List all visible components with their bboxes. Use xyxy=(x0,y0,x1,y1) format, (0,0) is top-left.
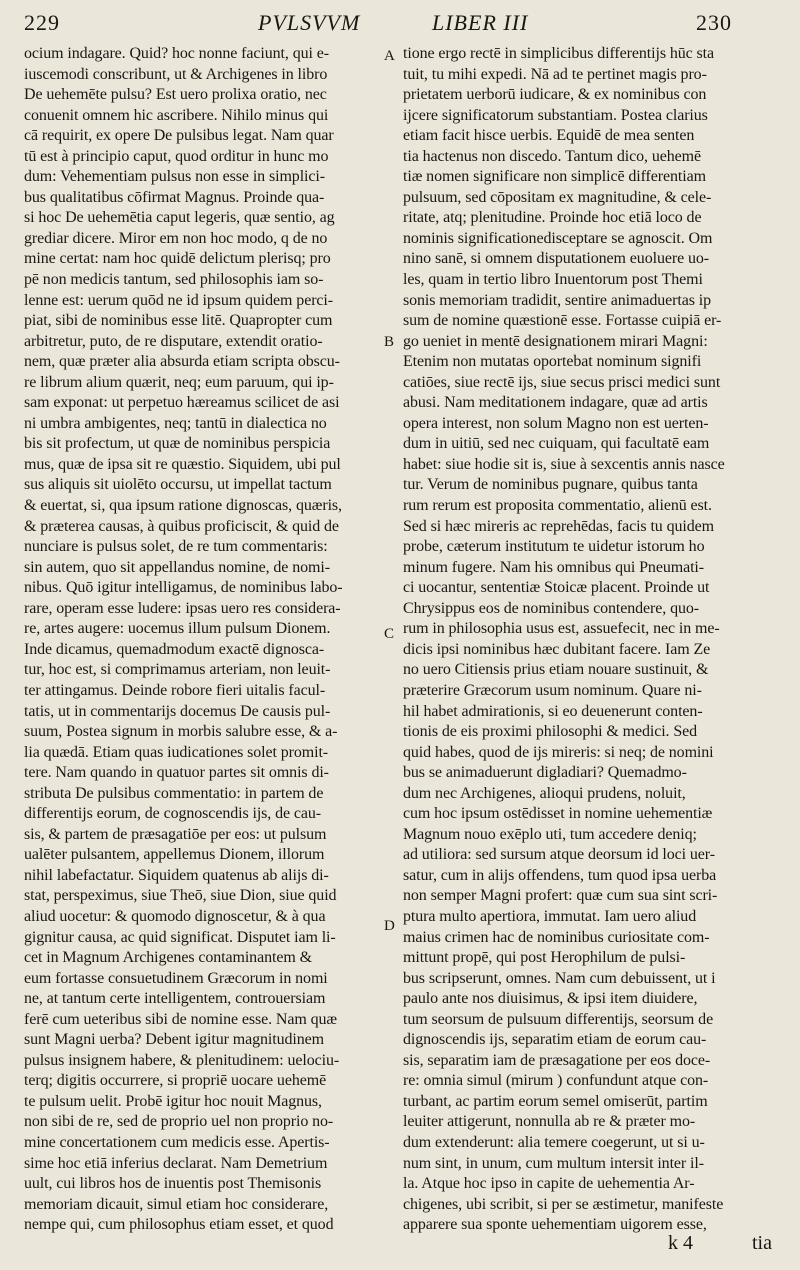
text-line: opera interest, non solum Magno non est uerten- xyxy=(403,414,709,432)
margin-letter: B xyxy=(384,334,395,350)
text-line: mittunt propē, qui post Herophilum de pulsi- xyxy=(403,949,686,967)
text-line: turbant, ac partim eorum semel omiserūt, partim xyxy=(403,1092,708,1110)
text-line: dum extenderunt: alia temere coegerunt, ut si u- xyxy=(403,1133,705,1151)
text-line: tur, hoc est, si comprimamus arteriam, non leuit- xyxy=(24,661,331,679)
text-line: rare, operam esse ludere: ipsas uero res considera- xyxy=(24,599,341,617)
text-line: num sint, in unum, cum multum intersit inter il- xyxy=(403,1154,704,1172)
text-line: apparere sua sponte uehementiam uigorem esse, xyxy=(403,1216,707,1234)
text-line: differentijs eorum, de cognoscendis ijs, de cau- xyxy=(24,805,322,823)
text-line: piat, sibi de nominibus esse litē. Quapropter cum xyxy=(24,312,333,330)
text-line: Chrysippus eos de nominibus contendere, quo- xyxy=(403,599,699,617)
text-line: mine certat: nam hoc quidē delictum plerisq; pro xyxy=(24,250,331,268)
text-line: etiam facit hisce uerbis. Equidē de mea senten xyxy=(403,127,695,145)
text-line: sin autem, quo sit appellandus nomine, de nomi- xyxy=(24,558,330,576)
text-line: dignoscendis ijs, separatim etiam de eorum cau- xyxy=(403,1031,707,1049)
text-line: suum, Postea signum in morbis salubre esse, & a- xyxy=(24,723,338,741)
catchword: tia xyxy=(752,1232,772,1254)
text-line: ptura multo apertiora, immutat. Iam uero aliud xyxy=(403,907,697,925)
text-line: conuenit omnem hic ascribere. Nihilo minus qui xyxy=(24,106,329,124)
text-line: dum in uitiū, sed nec cuiquam, qui facultatē eam xyxy=(403,435,710,453)
text-line: quid habes, quod de ijs mireris: si neq; de nomini xyxy=(403,743,714,761)
text-line: ocium indagare. Quid? hoc nonne faciunt, qui e- xyxy=(24,45,329,62)
text-line: tū est à principio caput, quod orditur in hunc mo xyxy=(24,147,329,165)
text-line: Etenim non mutatas oportebat nominum signifi xyxy=(403,353,702,371)
text-line: memoriam dicauit, simul etiam hoc considerare, xyxy=(24,1195,329,1213)
text-line: ne, at tantum certe intelligentem, controuersiam xyxy=(24,990,326,1008)
text-line: nibus. Quō igitur intelligamus, de nominibus labo- xyxy=(24,579,343,597)
margin-letter: A xyxy=(384,48,395,64)
text-line: tatis, ut in commentarijs docemus De causis pul- xyxy=(24,702,331,720)
text-line: minum fugere. Nam his omnibus qui Pneumati- xyxy=(403,558,704,576)
text-line: sunt Magni uerba? Debent igitur magnitudinem xyxy=(24,1031,324,1049)
text-line: sus aliquis sit uiolēto occursu, ut impellat tactum xyxy=(24,476,332,494)
text-line: ter attingamus. Deinde robore fieri uitalis facul- xyxy=(24,681,326,699)
text-line: & euertat, si, qua ipsum ratione dignoscas, quæris, xyxy=(24,497,342,515)
text-line: rum in philosophia usus est, assuefecit, nec in me- xyxy=(403,620,720,638)
text-line: Magnum nouo exēplo uti, tum accedere deniq; xyxy=(403,825,697,843)
text-line: nempe qui, cum philosophus etiam esset, et quod xyxy=(24,1216,334,1234)
text-line: iuscemodi conscribunt, ut & Archigenes in libro xyxy=(24,65,328,83)
text-line: tere. Nam quando in quatuor partes sit omnis di- xyxy=(24,764,329,782)
text-line: la. Atque hoc ipso in capite de uehementia Ar- xyxy=(403,1175,695,1193)
text-line: lia quædā. Etiam quas iudicationes solet promit- xyxy=(24,743,329,761)
text-line: nunciare is pulsus solet, de re tum commentaris: xyxy=(24,538,328,556)
text-line: tia hactenus non discedo. Tantum dico, uehemē xyxy=(403,147,702,165)
text-line: hil habet admirationis, si eo deuenerunt conten- xyxy=(403,702,703,720)
text-line: catiōes, siue rectē ijs, siue secus prisci medici sunt xyxy=(403,373,721,391)
text-line: cet in Magnum Archigenes contaminantem & xyxy=(24,949,312,967)
page-number-left: 229 xyxy=(24,10,60,35)
text-line: non sibi de re, sed de proprio uel non proprio no- xyxy=(24,1113,334,1131)
text-line: dum: Vehementiam pulsus non esse in simplici- xyxy=(24,168,325,186)
text-line: sis, & partem de præsagatiōe per eos: ut pulsum xyxy=(24,825,327,843)
text-line: pulsuum, sed cōpositam ex magnitudine, & cele- xyxy=(403,188,712,206)
text-line: rum rerum est proposita commentatio, alienū est. xyxy=(403,497,712,515)
text-line: Inde dicamus, quemadmodum exactē dignosca- xyxy=(24,640,325,658)
text-line: lenne est: uerum quōd ne id ipsum quidem perci- xyxy=(24,291,334,309)
text-line: ni umbra ambigentes, neq; tantū in dialectica no xyxy=(24,414,327,432)
text-line: maius crimen hac de nominibus curiositate com- xyxy=(403,928,710,946)
text-line: non semper Magni profert: quæ cum sua sint scri- xyxy=(403,887,718,905)
text-line: prietatem uerborū iudicare, & ex nominibus con xyxy=(403,86,707,104)
text-line: Sed si hæc mireris ac reprehēdas, facis tu quidem xyxy=(403,517,714,535)
text-line: & præterea causas, à quibus proficiscit, & quid de xyxy=(24,517,339,535)
text-line: tionis de eis proximi philosophi & medici. Sed xyxy=(403,723,698,741)
text-line: sum de nomine quæstionē esse. Fortasse cuipiā er- xyxy=(403,312,722,330)
text-line: les, quam in tertio libro Inuentorum post Themi xyxy=(403,271,703,289)
text-line: nem, quæ præter alia absurda etiam scripta obscu- xyxy=(24,353,340,371)
text-line: go ueniet in mentē designationem mirari Magni: xyxy=(403,332,708,350)
text-line: terq; digitis occurrere, si propriē uocare uehemē xyxy=(24,1072,327,1090)
margin-letter: D xyxy=(384,918,395,934)
text-line: leuiter attigerunt, nonnulla ab re & præter mo- xyxy=(403,1113,696,1131)
text-line: tur. Verum de nominibus pugnare, quibus tanta xyxy=(403,476,698,494)
text-line: sis, separatim iam de præsagatione per eos doce- xyxy=(403,1051,711,1069)
text-line: ci uocantur, sententiæ Stoicæ placent. Proinde ut xyxy=(403,579,710,597)
text-line: si hoc De uehemētia caput legeris, quæ sentio, ag xyxy=(24,209,335,227)
page-footer xyxy=(0,1228,800,1270)
text-line: sam exponat: ut perpetuo hæreamus scilicet de asi xyxy=(24,394,340,412)
text-line: bus se animaduerunt digladiari? Quemadmo- xyxy=(403,764,687,782)
text-line: sime hoc etiā inferius declarat. Nam Demetrium xyxy=(24,1154,328,1172)
text-line: nominis significationedisceptare se agnoscit. Om xyxy=(403,229,713,247)
text-line: mus, quæ de ipsa sit re quæstio. Siquidem, ubi pul xyxy=(24,455,341,473)
text-line: tiæ nomen significare non simplicē differentiam xyxy=(403,168,706,186)
text-line: ad utiliora: sed sursum atque deorsum id loci uer- xyxy=(403,846,715,864)
text-line: abusi. Nam meditationem indagare, quæ ad artis xyxy=(403,394,708,412)
text-line: cā requirit, ex opere De pulsibus legat. Nam quar xyxy=(24,127,334,145)
margin-letter: C xyxy=(384,626,395,642)
text-line: nihil labefactatur. Siquidem quatenus ab alijs di- xyxy=(24,866,329,884)
text-line: nino sanē, si omnem disputationem euoluere uo- xyxy=(403,250,710,268)
text-line: sonis memoriam tradidit, sentire animaduertas ip xyxy=(403,291,712,309)
text-line: ijcere significatorum substantiam. Postea clarius xyxy=(403,106,708,124)
text-line: pē non medicis tantum, sed philosophis iam so- xyxy=(24,271,324,289)
text-line: eum fortasse consuetudinem Græcorum in nomi xyxy=(24,969,328,987)
text-line: dum nec Archigenes, alioqui prudens, noluit, xyxy=(403,784,686,802)
right-text-column xyxy=(403,44,777,1234)
text-line: re: omnia simul (mirum ) confundunt atque con- xyxy=(403,1072,709,1090)
text-line: ferē cum ueteribus sibi de nomine esse. Nam quæ xyxy=(24,1010,337,1028)
text-line: ritate, atq; plenitudine. Proinde hoc etiā loco de xyxy=(403,209,702,227)
text-line: satur, cum in alijs offendens, tum quod ipsa uerba xyxy=(403,866,717,884)
page-number-right: 230 xyxy=(696,10,732,35)
text-line: stat, perspeximus, siue Theō, siue Dion, siue quid xyxy=(24,887,337,905)
running-title-right: LIBER III xyxy=(432,10,529,35)
text-line: tuit, tu mihi expedi. Nā ad te pertinet magis pro- xyxy=(403,65,707,83)
text-line: De uehemēte pulsu? Est uero prolixa oratio, nec xyxy=(24,86,327,104)
text-line: habet: siue hodie sit is, siue à sexcentis annis nasce xyxy=(403,455,725,473)
text-line: mine concertationem cum medicis esse. Apertis- xyxy=(24,1133,330,1151)
text-line: chigenes, ubi scribit, si per se æstimetur, manifeste xyxy=(403,1195,724,1213)
text-line: ualēter pulsantem, appellemus Dionem, illorum xyxy=(24,846,325,864)
left-text-column xyxy=(24,44,378,1234)
text-line: bus scripserunt, omnes. Nam cum debuissent, ut i xyxy=(403,969,716,987)
text-line: aliud uocetur: & quomodo dignoscetur, & à qua xyxy=(24,907,326,925)
text-line: no uero Citiensis prius etiam nouare sustinuit, & xyxy=(403,661,709,679)
text-line: tione ergo rectē in simplicibus differentijs hūc sta xyxy=(403,45,715,62)
margin-letters xyxy=(382,44,402,1234)
text-line: te pulsum uelit. Probē igitur hoc nouit Magnus, xyxy=(24,1092,322,1110)
signature-mark: k 4 xyxy=(668,1232,693,1254)
text-line: grediar dicere. Miror em non hoc modo, q de no xyxy=(24,229,328,247)
page-header xyxy=(0,0,800,38)
text-line: bus qualitatibus cōfirmat Magnus. Proinde qua- xyxy=(24,188,325,206)
text-line: gignitur causa, ac quid significat. Disputet iam li- xyxy=(24,928,336,946)
text-line: cum hoc ipsum ostēdisset in nomine uehementiæ xyxy=(403,805,713,823)
text-line: re, artes augere: uocemus illum pulsum Dionem. xyxy=(24,620,331,638)
text-line: præterire Græcorum usum nominum. Quare ni- xyxy=(403,681,702,699)
text-line: probe, cæterum institutum te uidetur istorum ho xyxy=(403,538,705,556)
text-line: paulo ante nos diuisimus, & ipsi item diuidere, xyxy=(403,990,698,1008)
text-line: stributa De pulsibus commentatio: in partem de xyxy=(24,784,324,802)
text-line: re librum alium quærit, neq; eum paruum, qui ip- xyxy=(24,373,334,391)
text-line: dicis ipsi nominibus hæc dubitant facere. Iam Ze xyxy=(403,640,711,658)
text-line: arbitretur, puto, de re disputare, extendit oratio- xyxy=(24,332,323,350)
text-line: bis sit profectum, ut quæ de nominibus perspicia xyxy=(24,435,331,453)
text-line: uult, cui libros hos de inuentis post Themisonis xyxy=(24,1175,322,1193)
text-line: pulsus insignem habere, & plenitudinem: uelociu- xyxy=(24,1051,340,1069)
text-line: tum seorsum de pulsuum differentijs, seorsum de xyxy=(403,1010,714,1028)
running-title-left: PVLSVVM xyxy=(258,10,361,35)
